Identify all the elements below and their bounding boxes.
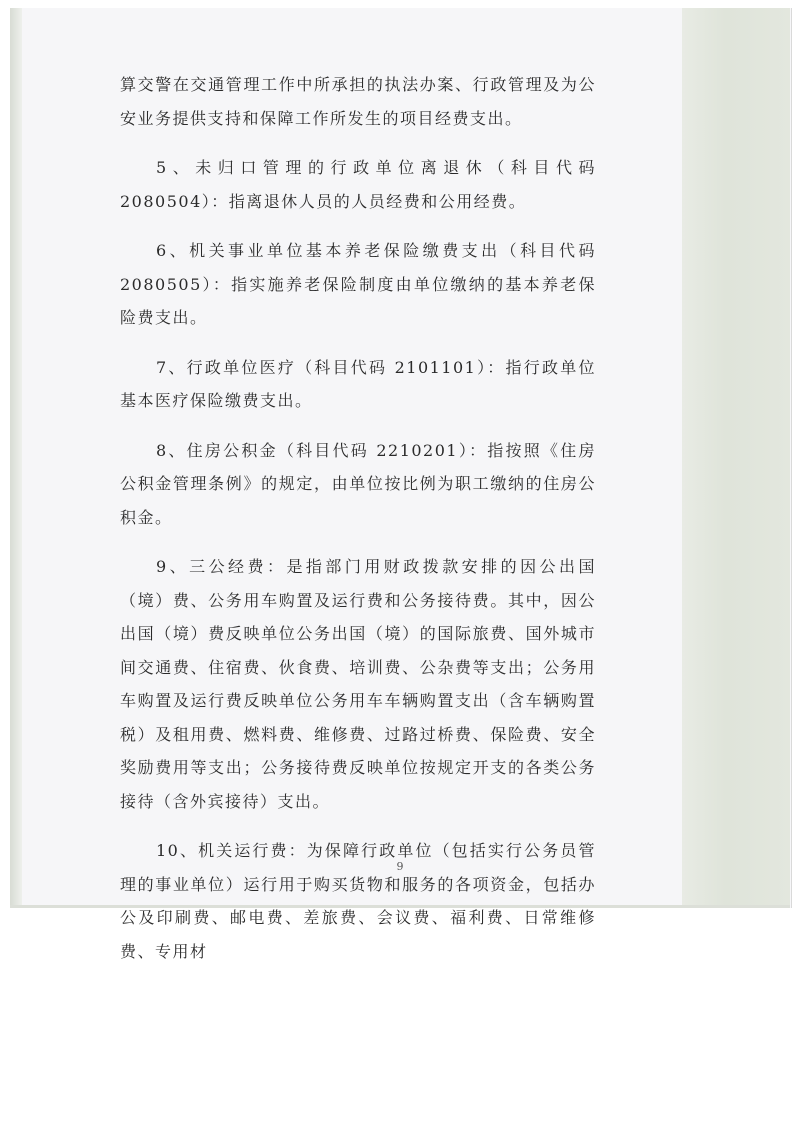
paragraph-item-10: 10、机关运行费：为保障行政单位（包括实行公务员管理的事业单位）运行用于购买货物和服务的各项资金，包括办公及印刷费、邮电费、差旅费、会议费、福利费、日常维修费、专用材 xyxy=(120,841,596,961)
paragraph-item-8: 8、住房公积金（科目代码 2210201）：指按照《住房公积金管理条例》的规定，由单位按比例为职工缴纳的住房公积金。 xyxy=(120,440,596,527)
paragraph-item-6: 6、机关事业单位基本养老保险缴费支出（科目代码2080505）：指实施养老保险制度由单位缴纳的基本养老保险费支出。 xyxy=(120,241,596,327)
body-text xyxy=(120,68,596,984)
paragraph-item-7: 7、行政单位医疗（科目代码 2101101）：指行政单位基本医疗保险缴费支出。 xyxy=(120,357,596,410)
paragraph-item-9: 9、三公经费：是指部门用财政拨款安排的因公出国（境）费、公务用车购置及运行费和公务接待费。其中，因公出国（境）费反映单位公务出国（境）的国际旅费、国外城市间交通费、住宿费、伙食费、培训费、公杂费等支出；公务用车购置及运行费反映单位公务用车车辆购置支出（含车辆购置税）及租用费、燃料费、维修费、过路过桥费、保险费、安全奖励费用等支出；公务接待费反映单位按规定开支的各类公务接待（含外宾接待）支出。 xyxy=(120,557,596,811)
paragraph-continued: 算交警在交通管理工作中所承担的执法办案、行政管理及为公安业务提供支持和保障工作所发生的项目经费支出。 xyxy=(120,75,596,128)
page-number: 9 xyxy=(396,860,404,873)
scan-edge-right xyxy=(682,8,790,908)
scan-edge-left xyxy=(10,8,22,908)
paragraph-item-5: 5、未归口管理的行政单位离退休（科目代码 2080504）：指离退休人员的人员经费和公用经费。 xyxy=(120,158,596,211)
